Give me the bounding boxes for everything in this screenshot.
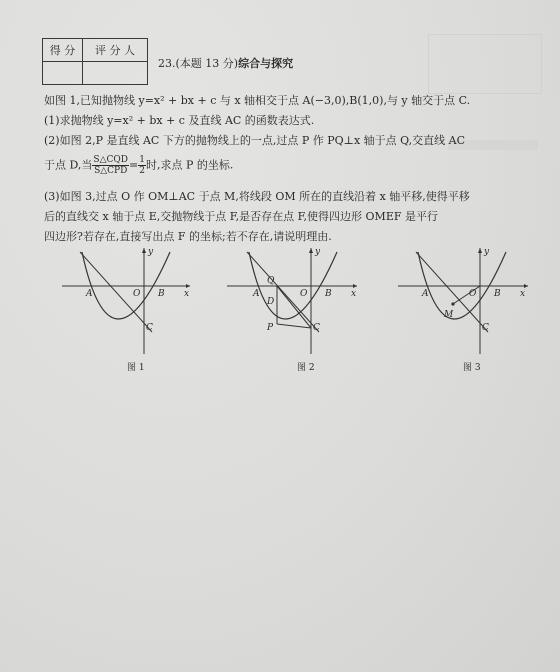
figure-2-caption: 图 2 bbox=[297, 363, 315, 373]
part3-line2: 后的直线交 x 轴于点 E,交抛物线于点 F,是否存在点 F,使得四边形 OMEF 是平行 bbox=[44, 210, 438, 223]
bleed-through-box bbox=[428, 34, 542, 94]
y-axis-arrow bbox=[478, 248, 482, 253]
question-topic: 综合与探究 bbox=[238, 57, 294, 70]
x-axis-arrow bbox=[524, 284, 528, 288]
question-title bbox=[158, 55, 293, 71]
label-b: B bbox=[325, 289, 332, 299]
y-axis-arrow bbox=[309, 248, 313, 253]
part2-post: 时,求点 P 的坐标. bbox=[145, 158, 234, 172]
label-c: C bbox=[146, 323, 153, 333]
label-y: y bbox=[148, 247, 154, 257]
x-axis-arrow bbox=[186, 284, 190, 288]
area-ratio-denominator: S△CPD bbox=[94, 166, 128, 176]
question-intro: 如图 1,已知抛物线 y=x² + bx + c 与 x 轴相交于点 A(−3,0),B(1,0),与 y 轴交于点 C. bbox=[44, 94, 471, 107]
label-p: P bbox=[267, 323, 274, 333]
label-m: M bbox=[444, 310, 454, 320]
grader-cell bbox=[83, 62, 148, 85]
area-ratio-numerator: S△CQD bbox=[93, 155, 128, 165]
label-d: D bbox=[267, 297, 275, 307]
part3-line1: (3)如图 3,过点 O 作 OM⊥AC 于点 M,将线段 OM 所在的直线沿着 x 轴平移,使得平移 bbox=[44, 190, 470, 203]
label-y: y bbox=[484, 247, 490, 257]
label-b: B bbox=[494, 289, 501, 299]
question-number: 23.(本题 13 分) bbox=[158, 57, 239, 70]
label-x: x bbox=[351, 289, 357, 299]
label-o: O bbox=[469, 289, 477, 299]
part3-line3: 四边形?若存在,直接写出点 F 的坐标;若不存在,请说明理由. bbox=[44, 230, 332, 243]
figure-2 bbox=[225, 244, 365, 356]
equals-sign: = bbox=[129, 158, 139, 172]
half-numerator: 1 bbox=[139, 155, 145, 165]
part2-line1: (2)如图 2,P 是直线 AC 下方的抛物线上的一点,过点 P 作 PQ⊥x 轴于点 Q,交直线 AC bbox=[44, 134, 465, 147]
half-fraction bbox=[138, 155, 146, 176]
label-o: O bbox=[300, 289, 308, 299]
label-x: x bbox=[184, 289, 190, 299]
label-y: y bbox=[315, 247, 321, 257]
label-c: C bbox=[482, 323, 489, 333]
score-table bbox=[42, 38, 148, 85]
x-axis-arrow bbox=[353, 284, 357, 288]
figure-3 bbox=[396, 244, 536, 356]
part2-line2 bbox=[44, 155, 233, 176]
y-axis-arrow bbox=[142, 248, 146, 253]
segment-pc bbox=[277, 324, 311, 328]
figure-1 bbox=[60, 244, 195, 356]
figure-1-caption: 图 1 bbox=[127, 363, 145, 373]
area-ratio-fraction bbox=[92, 155, 129, 176]
label-c: C bbox=[313, 323, 320, 333]
label-a: A bbox=[422, 289, 429, 299]
label-o: O bbox=[133, 289, 141, 299]
grader-header: 评 分 人 bbox=[83, 39, 148, 62]
label-b: B bbox=[158, 289, 165, 299]
part2-pre: 于点 D,当 bbox=[44, 158, 93, 172]
label-q: Q bbox=[267, 276, 275, 286]
score-header: 得 分 bbox=[43, 39, 83, 62]
half-denominator: 2 bbox=[139, 166, 145, 176]
label-x: x bbox=[520, 289, 526, 299]
score-cell bbox=[43, 62, 83, 85]
label-a: A bbox=[86, 289, 93, 299]
part1-text: (1)求抛物线 y=x² + bx + c 及直线 AC 的函数表达式. bbox=[44, 114, 315, 127]
label-a: A bbox=[253, 289, 260, 299]
figure-3-caption: 图 3 bbox=[463, 363, 481, 373]
point-m bbox=[451, 302, 454, 305]
